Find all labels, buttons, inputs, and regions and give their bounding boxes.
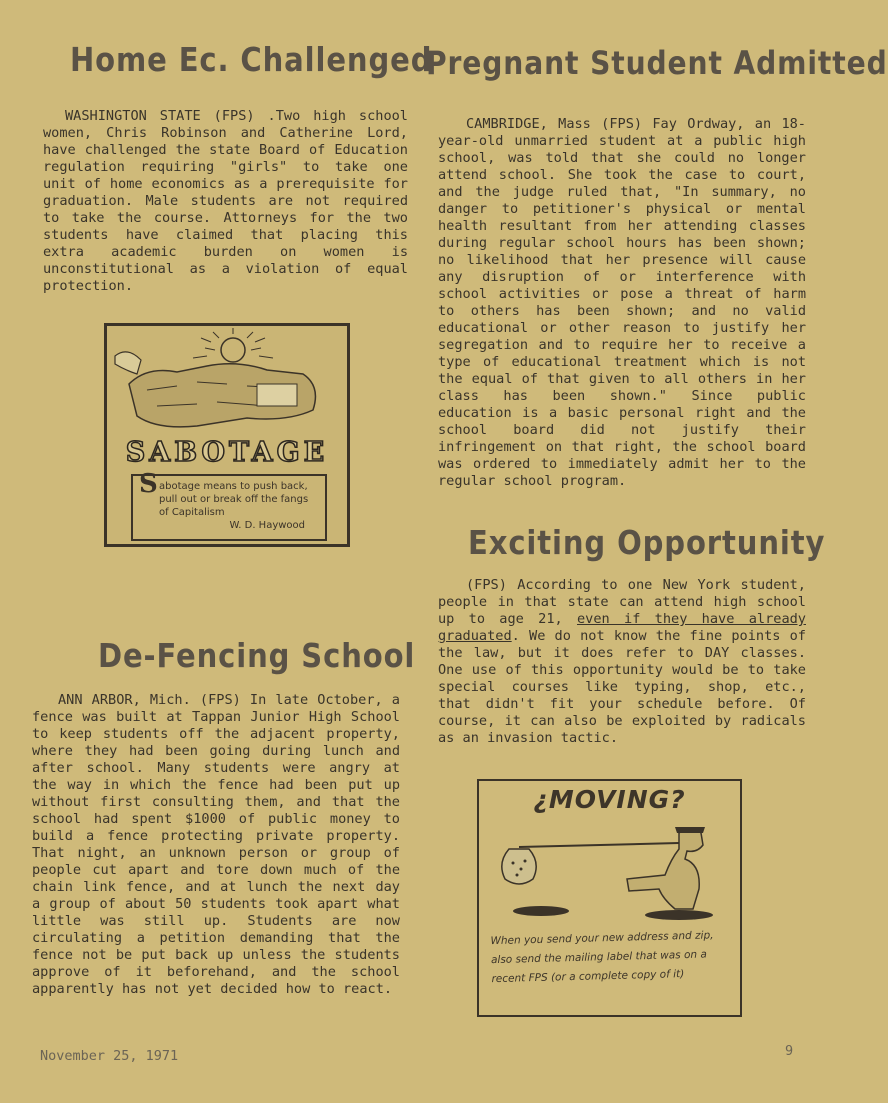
person-figure <box>627 828 703 909</box>
exciting-underlined-text: even if they have already graduated <box>438 611 806 644</box>
sun-icon <box>221 338 245 362</box>
issue-date: November 25, 1971 <box>40 1048 179 1064</box>
bundle-icon <box>502 849 536 884</box>
sabotage-illustration <box>107 326 347 444</box>
sabotage-initial: S <box>139 469 158 499</box>
exciting-text-end: . We do not know the fine points of the law, but it does refer to DAY classes. One use of this opportunity would be to take special courses like typing, shop, etc., that didn't fit your schedule before. Of course, it can also be exploited by radicals as an invasion tactic. <box>438 628 806 746</box>
sabotage-graphic <box>104 323 350 547</box>
hand-shape <box>115 352 141 374</box>
page-number: 9 <box>785 1043 794 1059</box>
article-exciting-opportunity <box>438 577 806 747</box>
moving-title: ¿MOVING? <box>533 785 686 814</box>
sabotage-quote-text: abotage means to push back, pull out or break off the fangs of Capitalism <box>159 481 309 518</box>
white-patch <box>257 384 297 406</box>
headline-de-fencing-school: De-Fencing School <box>98 636 416 675</box>
headline-pregnant-student: Pregnant Student Admitted <box>426 44 888 82</box>
headline-home-ec: Home Ec. Challenged <box>70 40 433 79</box>
sabotage-title: SABOTAGE <box>125 437 329 468</box>
traveler-illustration <box>479 819 740 929</box>
exciting-text-start: (FPS) According to one New York student, people in that state can attend high school up to age 21, <box>438 577 806 627</box>
moving-notice <box>477 779 742 1017</box>
headline-exciting-opportunity: Exciting Opportunity <box>468 523 826 562</box>
article-de-fencing-school: ANN ARBOR, Mich. (FPS) In late October, a fence was built at Tappan Junior High School to keep students off the adjacent property, where they had been going during lunch and after school. Many students were angry at the way in which the fence had been put up without first consulting them, and that the school had spent $1000 of public money to build a fence protecting private property. That night, an unknown person or group of people cut apart and tore down much of the chain link fence, and at lunch the next day a group of about 50 students took apart what little was still up. Students are now circulating a petition demanding that the fence not be put back up unless the students approve of it beforehand, and the school apparently has not yet decided how to react. <box>32 692 400 997</box>
sabotage-quote-author: W. D. Haywood <box>229 520 305 531</box>
article-pregnant-student: CAMBRIDGE, Mass (FPS) Fay Ordway, an 18-year-old unmarried student at a public high school, was told that she could no longer attend school. She took the case to court, and the judge ruled that, "In summary, no danger to petitioner's physical or mental health resultant from her attending classes during regular school hours has been shown; no likelihood that her presence will cause any disruption of or interference with school activities or pose a threat of harm to others has been shown; and no valid educational or other reason to justify her segregation and to require her to receive a type of educational treatment which is not the equal of that given to all others in her class has been shown." Since public education is a basic personal right and the school board did not justify their infringement on that right, the school board was ordered to immediately admit her to the regular school program. <box>438 116 806 489</box>
moving-note: When you send your new address and zip, also send the mailing label that was on a recent FPS (or a complete copy of it) <box>490 929 714 986</box>
sabotage-quote-box <box>131 469 327 541</box>
article-home-ec: WASHINGTON STATE (FPS) .Two high school women, Chris Robinson and Catherine Lord, have challenged the state Board of Education regulation requiring "girls" to take one unit of home economics as a prerequisite for graduation. Male students are not required to take the course. Attorneys for the two students have claimed that placing this extra academic burden on women is unconstitutional as a violation of equal protection. <box>43 108 408 294</box>
